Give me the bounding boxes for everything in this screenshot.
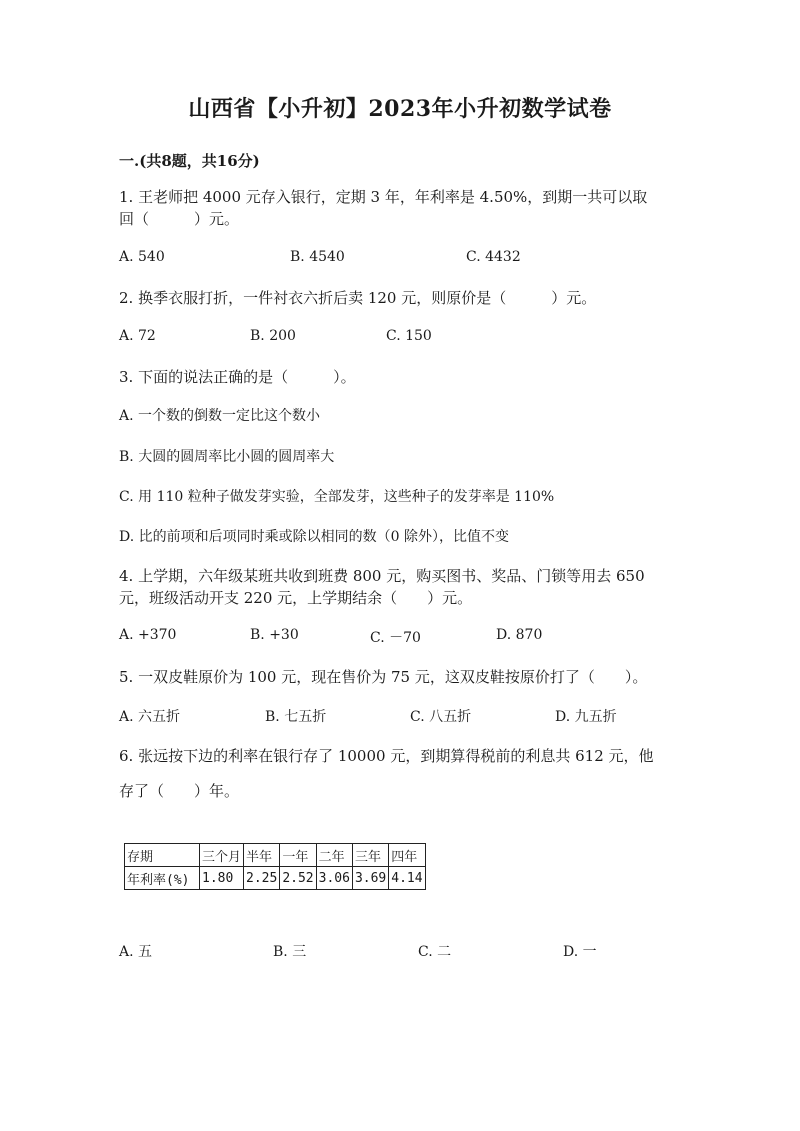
question-1-option-c: C. 4432	[466, 249, 521, 265]
table-header-cell: 三年	[352, 844, 388, 867]
table-cell: 3.69	[352, 867, 388, 890]
table-cell: 年利率(%)	[125, 867, 200, 890]
question-4-option-d: D. 870	[496, 627, 543, 643]
question-6-line-1: 6. 张远按下边的利率在银行存了 10000 元，到期算得税前的利息共 612 元，他	[119, 747, 654, 765]
table-header-cell: 二年	[316, 844, 352, 867]
question-6-option-b: B. 三	[273, 944, 307, 960]
question-2-option-a: A. 72	[119, 328, 156, 344]
question-6-option-c: C. 二	[418, 944, 452, 960]
question-5-option-a: A. 六五折	[119, 709, 181, 725]
section-heading: 一.(共8题，共16分)	[119, 152, 260, 170]
table-cell: 3.06	[316, 867, 352, 890]
question-2-option-b: B. 200	[250, 328, 296, 344]
table-header-cell: 三个月	[200, 844, 244, 867]
question-3-option-c: C. 用 110 粒种子做发芽实验，全部发芽，这些种子的发芽率是 110%	[119, 489, 555, 505]
question-1-line-2: 回（ ）元。	[119, 210, 240, 228]
exam-title: 山西省【小升初】2023年小升初数学试卷	[188, 96, 612, 122]
table-cell: 2.25	[244, 867, 280, 890]
question-6-line-2: 存了（ ）年。	[119, 782, 240, 800]
question-1-line-1: 1. 王老师把 4000 元存入银行，定期 3 年，年利率是 4.50%，到期一共可以取	[119, 188, 648, 206]
question-4-option-c: C. －70	[370, 630, 421, 646]
question-5-option-b: B. 七五折	[265, 709, 327, 725]
table-header-cell: 四年	[389, 844, 425, 867]
question-4-option-b: B. +30	[250, 627, 299, 643]
table-cell: 1.80	[200, 867, 244, 890]
question-3-option-d: D. 比的前项和后项同时乘或除以相同的数（0 除外），比值不变	[119, 529, 509, 545]
table-header-row	[125, 844, 426, 867]
question-5-line-1: 5. 一双皮鞋原价为 100 元，现在售价为 75 元，这双皮鞋按原价打了（ ）。	[119, 668, 648, 686]
question-3-line-1: 3. 下面的说法正确的是（ ）。	[119, 368, 356, 386]
question-4-line-2: 元，班级活动开支 220 元，上学期结余（ ）元。	[119, 589, 473, 607]
question-5-option-d: D. 九五折	[555, 709, 617, 725]
question-4-option-a: A. +370	[119, 627, 177, 643]
question-4-line-1: 4. 上学期，六年级某班共收到班费 800 元，购买图书、奖品、门锁等用去 650	[119, 567, 645, 585]
question-5-option-c: C. 八五折	[410, 709, 472, 725]
question-2-option-c: C. 150	[386, 328, 432, 344]
table-header-cell: 一年	[280, 844, 316, 867]
table-cell: 2.52	[280, 867, 316, 890]
table-header-cell: 半年	[244, 844, 280, 867]
question-3-option-a: A. 一个数的倒数一定比这个数小	[119, 408, 321, 424]
question-2-line-1: 2. 换季衣服打折，一件衬衣六折后卖 120 元，则原价是（ ）元。	[119, 289, 597, 307]
table-cell: 4.14	[389, 867, 425, 890]
interest-rate-table	[124, 843, 426, 890]
table-row	[125, 867, 426, 890]
question-3-option-b: B. 大圆的圆周率比小圆的圆周率大	[119, 449, 335, 465]
table-header-cell: 存期	[125, 844, 200, 867]
question-1-option-b: B. 4540	[290, 249, 345, 265]
question-6-option-a: A. 五	[119, 944, 153, 960]
question-6-option-d: D. 一	[563, 944, 597, 960]
question-1-option-a: A. 540	[119, 249, 165, 265]
